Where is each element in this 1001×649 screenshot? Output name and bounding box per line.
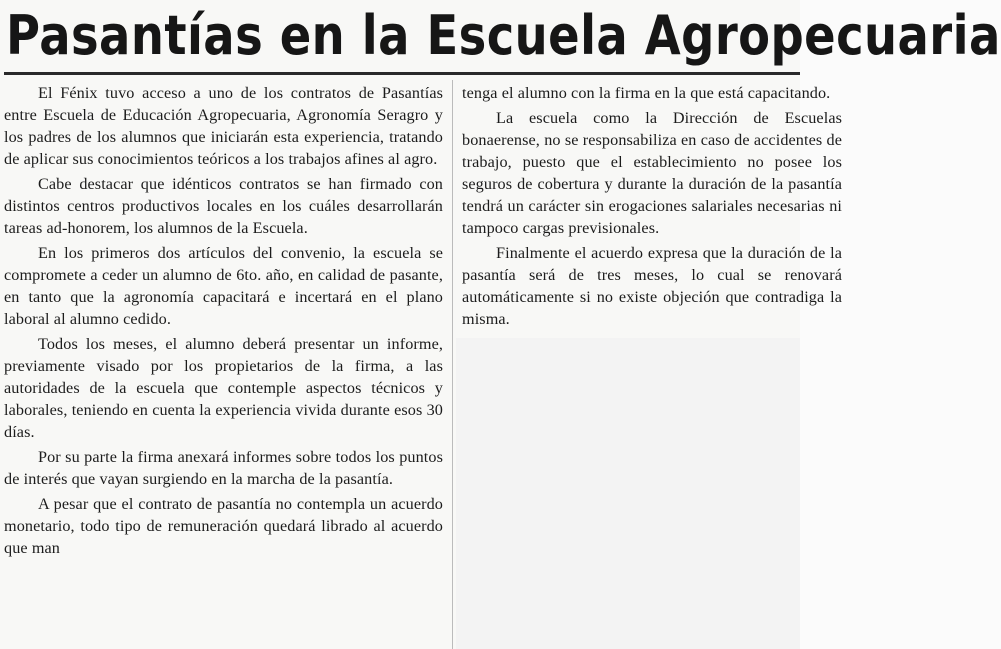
left-paragraph-4: Todos los meses, el alumno deberá presentar un informe, previamente visado por los propietarios de la firma, a las autoridades de la escuela que contemple aspectos técnicos y laborales, teniendo en cuenta la experiencia vivida durante esos 30 días. xyxy=(4,335,443,441)
headline-rule xyxy=(4,72,800,75)
left-paragraph-5: Por su parte la firma anexará informes sobre todos los puntos de interés que vayan surgiendo en la marcha de la pasantía. xyxy=(4,448,443,488)
blank-paper-area xyxy=(456,338,800,649)
left-paragraph-2: Cabe destacar que idénticos contratos se han firmado con distintos centros productivos locales en los cuáles desarrollarán tareas ad-honorem, los alumnos de la Escuela. xyxy=(4,175,443,237)
right-column xyxy=(462,82,842,333)
right-paragraph-2: La escuela como la Dirección de Escuelas bonaerense, no se responsabiliza en caso de accidentes de trabajo, puesto que el establecimiento no posee los seguros de cobertura y durante la duración de la pasantía tendrá un carácter sin erogaciones salariales necesarias ni tampoco cargas previsionales. xyxy=(462,109,842,237)
right-paragraph-3: Finalmente el acuerdo expresa que la duración de la pasantía será de tres meses, lo cual se renovará automáticamente si no existe objeción que contradiga la misma. xyxy=(462,244,842,328)
column-divider xyxy=(452,80,453,649)
left-paragraph-3: En los primeros dos artículos del convenio, la escuela se compromete a ceder un alumno de 6to. año, en calidad de pasante, en tanto que la agronomía capacitará e incertará en el plano laboral al alumno cedido. xyxy=(4,244,443,328)
right-paragraph-1: tenga el alumno con la firma en la que está capacitando. xyxy=(462,84,831,102)
left-paragraph-6: A pesar que el contrato de pasantía no contempla un acuerdo monetario, todo tipo de remuneración quedará librado al acuerdo que man xyxy=(4,495,443,557)
left-column xyxy=(4,82,443,562)
left-paragraph-1: El Fénix tuvo acceso a uno de los contratos de Pasantías entre Escuela de Educación Agropecuaria, Agronomía Seragro y los padres de los alumnos que iniciarán esta experiencia, tratando de aplicar sus conocimientos teóricos a los trabajos afines al agro. xyxy=(4,84,443,168)
headline: Pasantías en la Escuela Agropecuaria xyxy=(6,4,1001,67)
